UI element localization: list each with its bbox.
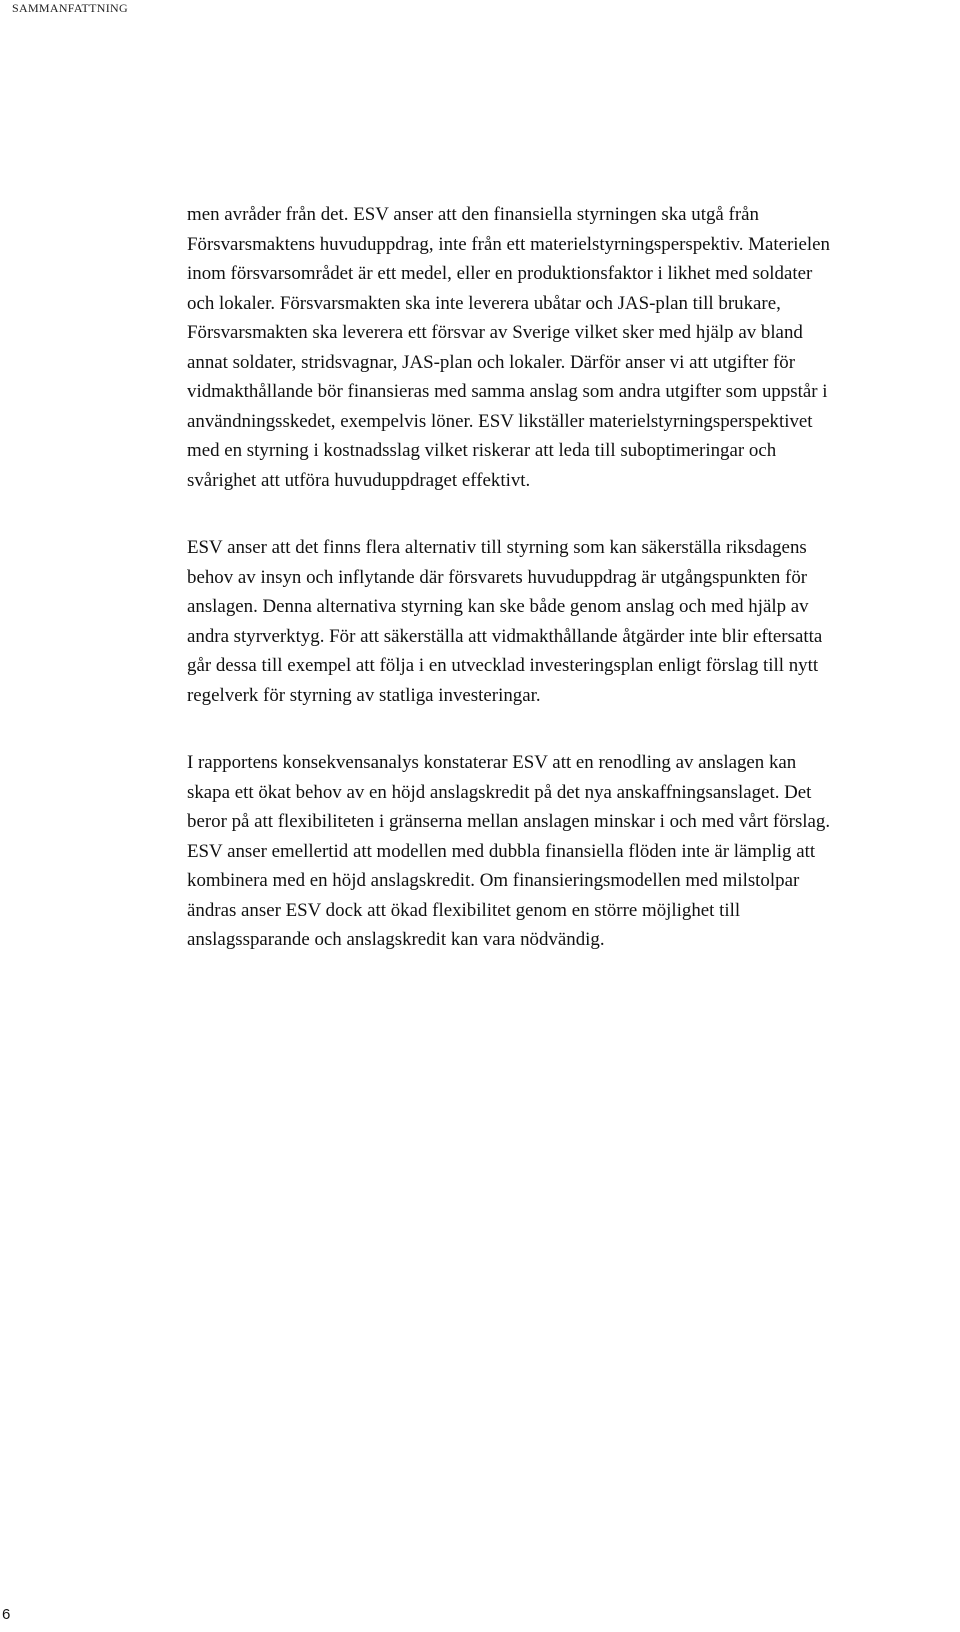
text-line: annat soldater, stridsvagnar, JAS-plan och lokaler. Därför anser vi att utgifter för <box>187 351 796 373</box>
text-line: behov av insyn och inflytande där försvarets huvuduppdrag är utgångspunkten för <box>187 566 808 588</box>
paragraph-1 <box>187 200 932 495</box>
text-line: skapa ett ökat behov av en höjd anslagskredit på det nya anskaffningsanslaget. Det <box>187 781 812 803</box>
text-line: vidmakthållande bör finansieras med samma anslag som andra utgifter som uppstår i <box>187 381 828 402</box>
text-line: andra styrverktyg. För att säkerställa att vidmakthållande åtgärder inte blir eftersatta <box>187 625 823 647</box>
text-line: Försvarsmaktens huvuduppdrag, inte från ett materielstyrningsperspektiv. Materielen <box>187 233 830 255</box>
text-line: går dessa till exempel att följa i en utvecklad investeringsplan enligt förslag till nytt <box>187 655 819 676</box>
text-line: kombinera med en höjd anslagskredit. Om finansieringsmodellen med milstolpar <box>187 870 800 891</box>
text-line: anslagen. Denna alternativa styrning kan ske både genom anslag och med hjälp av <box>187 596 809 617</box>
text-line: anslagssparande och anslagskredit kan vara nödvändig. <box>187 929 605 950</box>
text-line: beror på att flexibiliteten i gränserna mellan anslagen minskar i och med vårt förslag. <box>187 811 831 832</box>
text-line: med en styrning i kostnadsslag vilket riskerar att leda till suboptimeringar och <box>187 440 777 461</box>
text-line: ESV anser emellertid att modellen med dubbla finansiella flöden inte är lämplig att <box>187 840 816 862</box>
text-line: men avråder från det. ESV anser att den finansiella styrningen ska utgå från <box>187 204 759 225</box>
text-line: svårighet att utföra huvuduppdraget effektivt. <box>187 469 531 491</box>
body-text <box>187 200 932 993</box>
paragraph-3 <box>187 748 932 955</box>
text-line: inom försvarsområdet är ett medel, eller en produktionsfaktor i likhet med soldater <box>187 263 813 284</box>
running-header: SAMMANFATTNING <box>12 1 128 15</box>
text-line: ändras anser ESV dock att ökad flexibilitet genom en större möjlighet till <box>187 899 741 921</box>
text-line: I rapportens konsekvensanalys konstaterar ESV att en renodling av anslagen kan <box>187 752 797 773</box>
paragraph-2 <box>187 533 932 710</box>
text-line: regelverk för styrning av statliga investeringar. <box>187 684 541 706</box>
text-line: Försvarsmakten ska leverera ett försvar av Sverige vilket sker med hjälp av bland <box>187 322 803 343</box>
page-number: 6 <box>2 1606 11 1623</box>
text-line: och lokaler. Försvarsmakten ska inte leverera ubåtar och JAS-plan till brukare, <box>187 292 781 314</box>
text-line: ESV anser att det finns flera alternativ till styrning som kan säkerställa riksdagens <box>187 537 807 558</box>
text-line: användningsskedet, exempelvis löner. ESV likställer materielstyrningsperspektivet <box>187 410 813 432</box>
